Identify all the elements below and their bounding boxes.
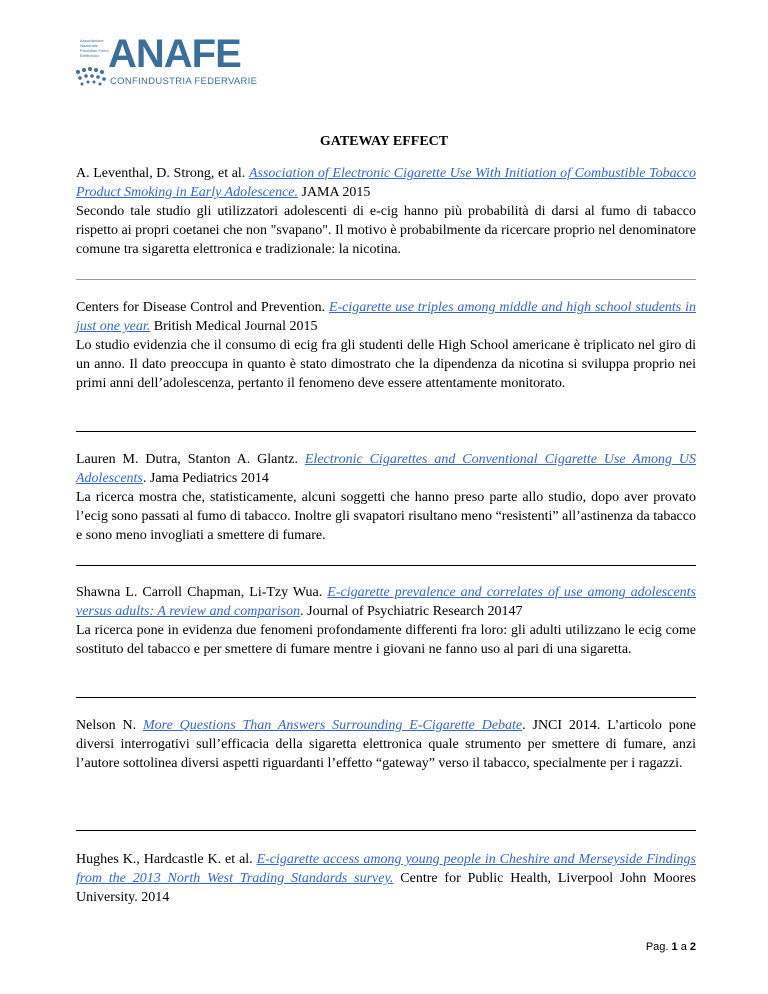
citation-authors: Hughes K., Hardcastle K. et al.: [76, 852, 257, 867]
citation-source: . JNCI 2014. L’articolo pone diversi interrogativi sull’efficacia della sigaretta elettronica quale strumento per smettere di fumare, anzi l’autore sottolinea diversi aspetti riguardanti l’effetto “gateway” verso il tabacco, specialmente per i ragazzi.: [76, 718, 696, 771]
current-page: 1: [671, 941, 678, 953]
reference-entry: [76, 850, 696, 907]
divider: [76, 431, 696, 432]
reference-entry: [76, 164, 696, 259]
citation: [76, 716, 696, 773]
citation-authors: Lauren M. Dutra, Stanton A. Glantz.: [76, 452, 305, 467]
reference-entry: [76, 583, 696, 659]
divider: [76, 697, 696, 698]
citation-link[interactable]: E-cigarette use triples among middle and high school students in just one year.: [76, 300, 696, 334]
citation-source: . Journal of Psychiatric Research 20147: [300, 604, 523, 619]
page-separator: a: [677, 941, 690, 953]
divider: [76, 830, 696, 831]
citation-authors: Shawna L. Carroll Chapman, Li-Tzy Wua.: [76, 585, 328, 600]
citation: [76, 164, 696, 202]
citation-link[interactable]: Association of Electronic Cigarette Use With Initiation of Combustible Tobacco Product Smoking in Early Adolescence.: [76, 166, 696, 200]
citation-source: JAMA 2015: [298, 185, 371, 200]
anafe-logo: [70, 30, 270, 90]
logo-wordmark: ANAFE: [108, 32, 241, 76]
logo-small-text: Associazione Nazionale Produttori Fumo Elettronico: [80, 38, 109, 58]
entry-summary: La ricerca mostra che, statisticamente, alcuni soggetti che hanno preso parte allo studio, dopo aver provato l’ecig sono passati al fumo di tabacco. Inoltre gli svapatori risultano meno “resistenti” all’astinenza da tabacco e sono meno invogliati a smettere di fumare.: [76, 490, 696, 543]
page-number: [646, 941, 696, 953]
citation: [76, 850, 696, 907]
divider: [76, 279, 696, 280]
citation-link[interactable]: Electronic Cigarettes and Conventional Cigarette Use Among US Adolescents: [76, 452, 696, 486]
citation-source: . Jama Pediatrics 2014: [142, 471, 269, 486]
total-pages: 2: [689, 941, 696, 953]
entry-summary: Secondo tale studio gli utilizzatori adolescenti di e-cig hanno più probabilità di darsi al fumo di tabacco rispetto ai propri coetanei che non "svapano". Il motivo è probabilmente da ricercare proprio nel denominatore comune tra sigaretta elettronica e tradizionale: la nicotina.: [76, 204, 696, 257]
citation-authors: A. Leventhal, D. Strong, et al.: [76, 166, 249, 181]
page-prefix: Pag.: [645, 941, 672, 953]
citation-link[interactable]: More Questions Than Answers Surrounding E-Cigarette Debate: [142, 718, 523, 733]
citation: [76, 450, 696, 488]
citation-source: Centre for Public Health, Liverpool John Moores University. 2014: [76, 871, 696, 905]
reference-entry: [76, 298, 696, 393]
entry-summary: Lo studio evidenzia che il consumo di ecig fra gli studenti delle High School americane è triplicato nel giro di un anno. Il dato preoccupa in quanto è stato dimostrato che la dipendenza da nicotina si sviluppa proprio nei primi anni dell’adolescenza, pertanto il fenomeno deve essere attentamente monitorato.: [76, 338, 696, 391]
logo-subtitle: CONFINDUSTRIA FEDERVARIE: [110, 76, 258, 87]
citation-source: British Medical Journal 2015: [150, 319, 318, 334]
citation: [76, 298, 696, 336]
reference-entry: [76, 716, 696, 773]
entry-summary: La ricerca pone in evidenza due fenomeni profondamente differenti fra loro: gli adulti utilizzano le ecig come sostituto del tabacco e per smettere di fumare mentre i giovani ne fanno uso al pari di una sigaretta.: [76, 623, 696, 657]
citation-link[interactable]: E-cigarette access among young people in Cheshire and Merseyside Findings from the 2013 North West Trading Standards survey.: [76, 852, 696, 886]
citation: [76, 583, 696, 621]
reference-entry: [76, 450, 696, 545]
citation-authors: Centers for Disease Control and Prevention.: [76, 300, 329, 315]
divider: [76, 565, 696, 566]
citation-link[interactable]: E-cigarette prevalence and correlates of use among adolescents versus adults: A review and comparison: [76, 585, 696, 619]
citation-authors: Nelson N.: [76, 718, 143, 733]
page-title: GATEWAY EFFECT: [319, 134, 449, 149]
